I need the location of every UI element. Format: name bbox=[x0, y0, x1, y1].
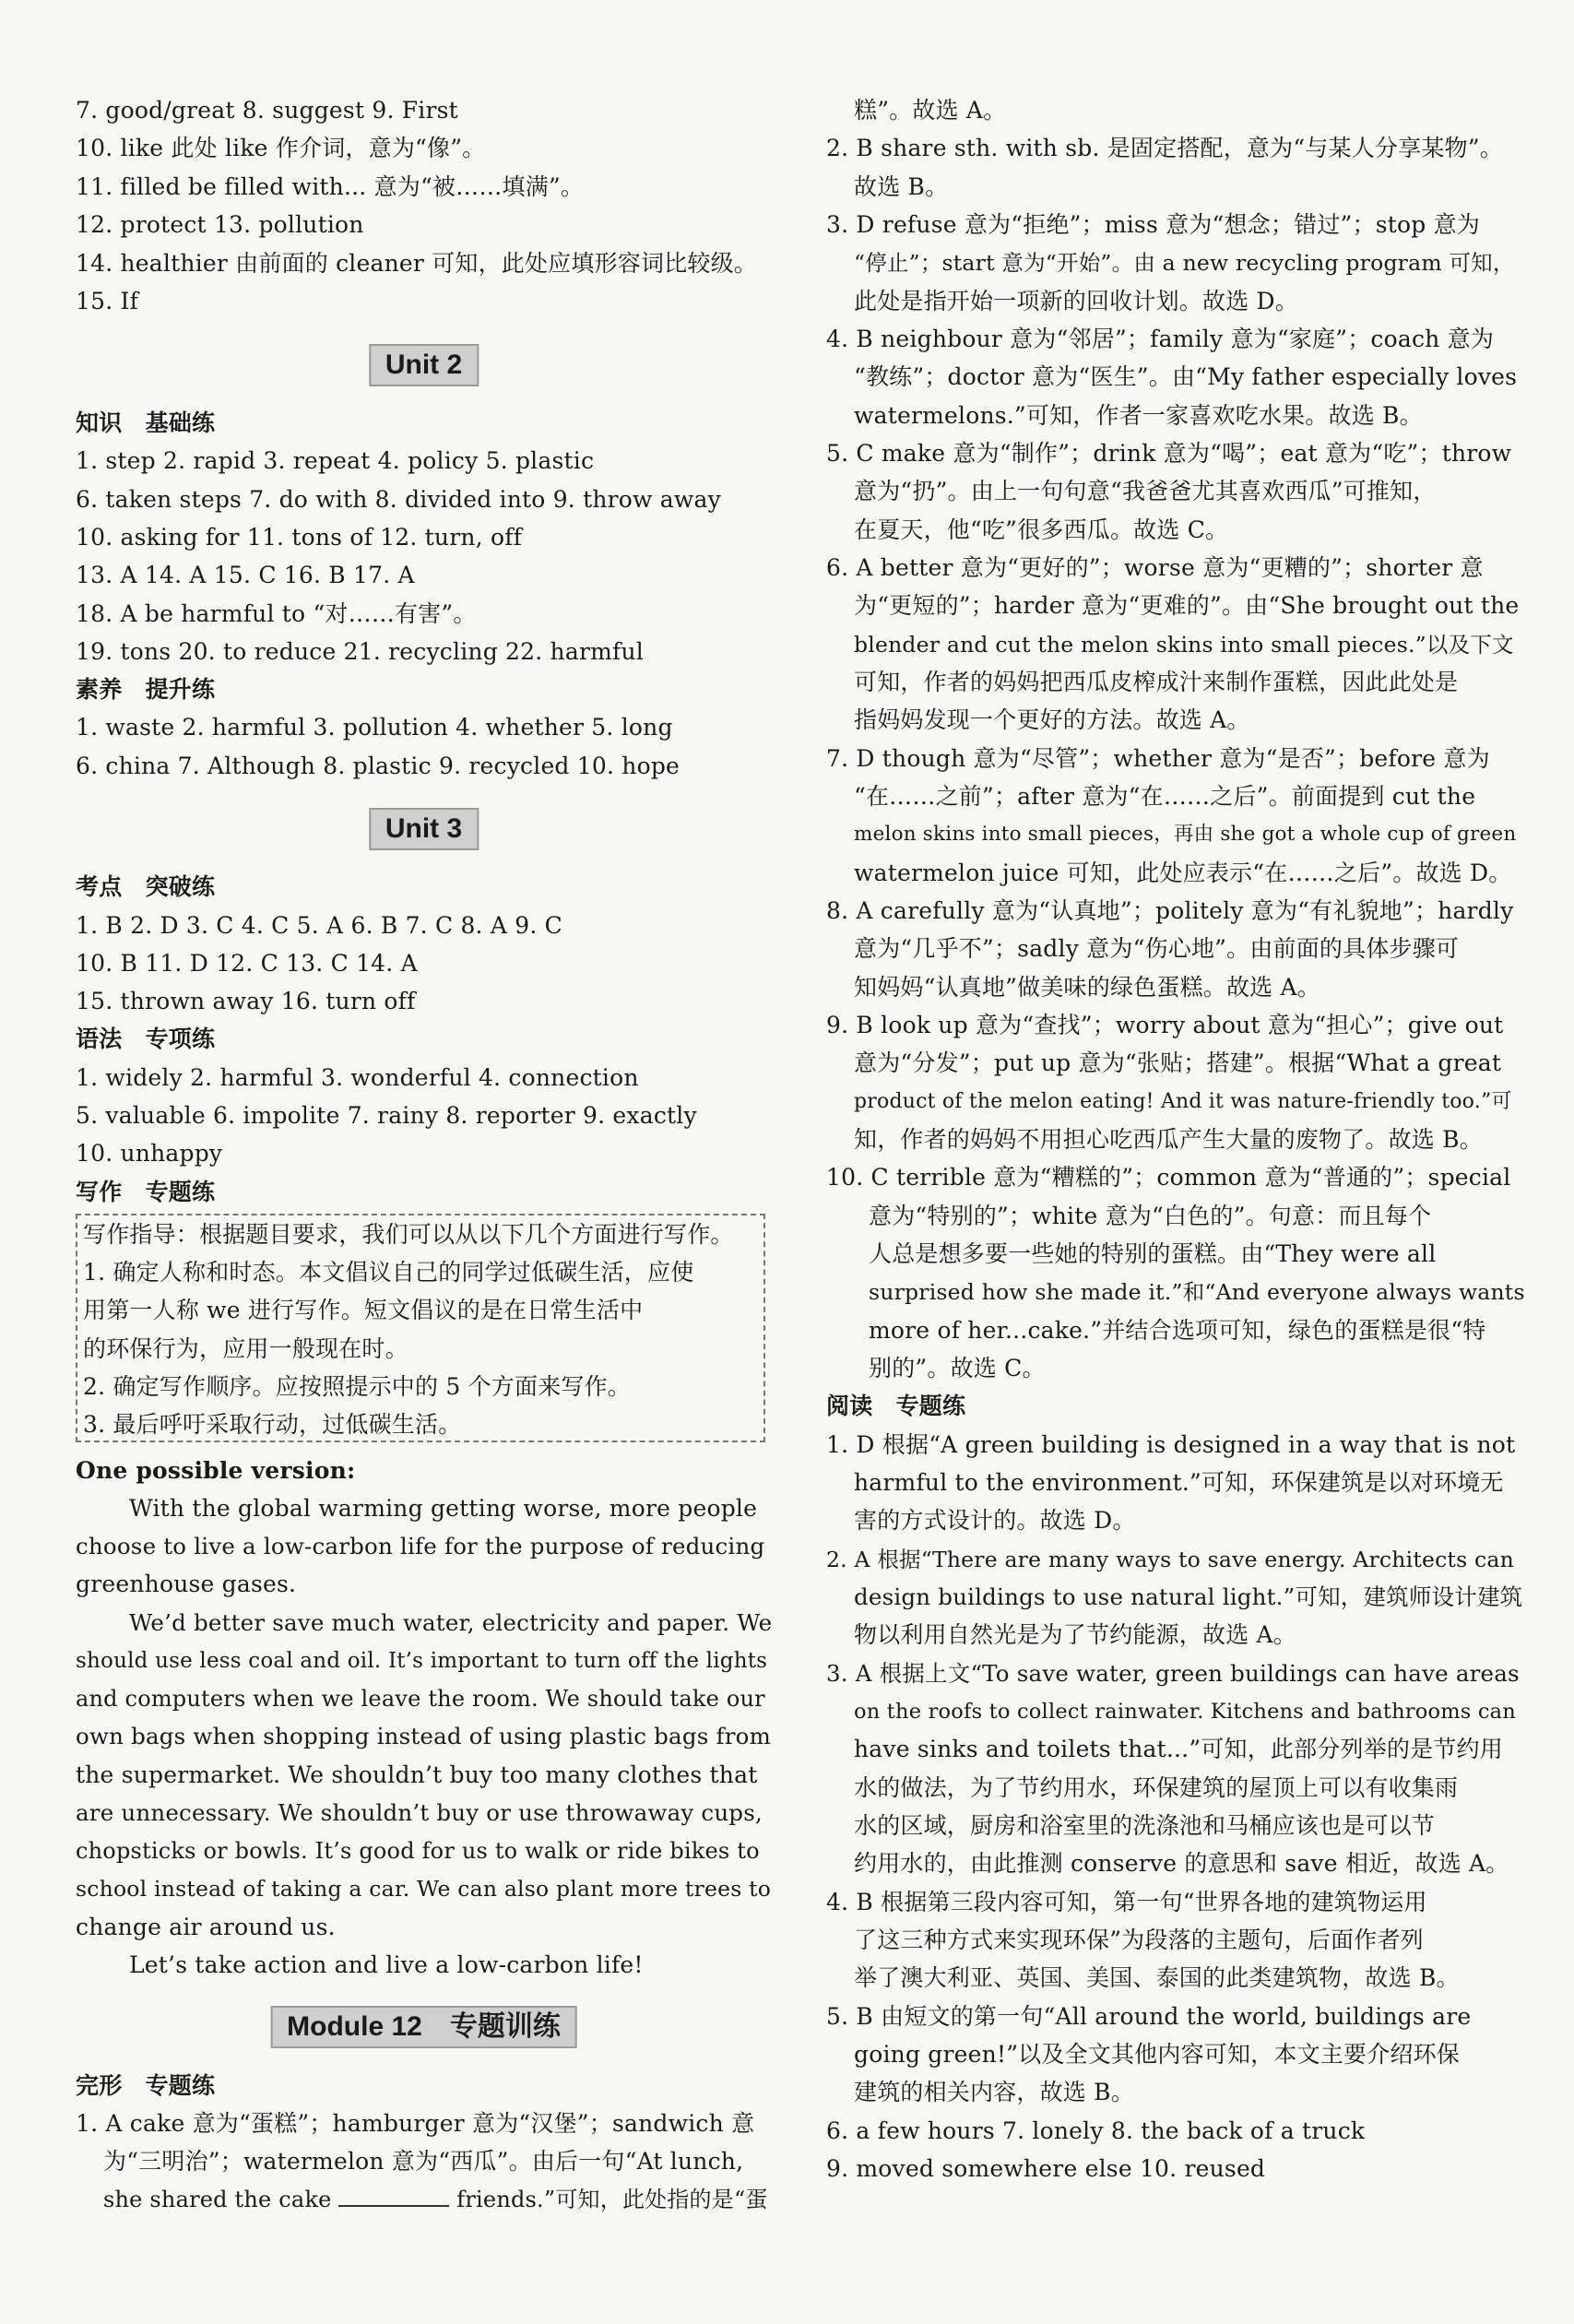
answer-line: more of her...cake.”并结合选项可知，绿色的蛋糕是很“特 bbox=[869, 1317, 1486, 1344]
answer-line: 10. unhappy bbox=[76, 1140, 223, 1167]
answer-line: watermelon juice 可知，此处应表示“在……之后”。故选 D。 bbox=[854, 860, 1512, 886]
essay-line: Let’s take action and live a low-carbon life! bbox=[129, 1951, 644, 1978]
answer-line: “停止”；start 意为“开始”。由 a new recycling program 可知， bbox=[854, 250, 1515, 276]
section-heading: 完形 专题练 bbox=[76, 2072, 216, 2099]
answer-line: 2. B share sth. with sb. 是固定搭配，意为“与某人分享某物”。 bbox=[826, 135, 1503, 161]
answer-line: going green!”以及全文其他内容可知，本文主要介绍环保 bbox=[854, 2041, 1460, 2068]
answer-line: 害的方式设计的。故选 D。 bbox=[854, 1507, 1136, 1534]
answer-line: 约用水的，由此推测 conserve 的意思和 save 相近，故选 A。 bbox=[854, 1850, 1509, 1877]
answer-line: 7. D though 意为“尽管”；whether 意为“是否”；before 意为 bbox=[826, 745, 1490, 772]
answer-line: 4. B 根据第三段内容可知，第一句“世界各地的建筑物运用 bbox=[826, 1889, 1427, 1915]
answer-line: 9. B look up 意为“查找”；worry about 意为“担心”；give out bbox=[826, 1012, 1504, 1038]
essay-line: greenhouse gases. bbox=[76, 1571, 297, 1597]
answer-line: 故选 B。 bbox=[854, 173, 949, 200]
answer-line: 5. C make 意为“制作”；drink 意为“喝”；eat 意为“吃”；throw bbox=[826, 440, 1512, 467]
answer-line: 10. asking for 11. tons of 12. turn, off bbox=[76, 524, 523, 551]
guide-line: 的环保行为，应用一般现在时。 bbox=[83, 1335, 408, 1362]
answer-line: 14. healthier 由前面的 cleaner 可知，此处应填形容词比较级。 bbox=[76, 250, 757, 277]
answer-line: 10. like 此处 like 作介词，意为“像”。 bbox=[76, 135, 486, 161]
essay-line: We’d better save much water, electricity and paper. We bbox=[129, 1609, 773, 1636]
guide-line: 写作指导：根据题目要求，我们可以从以下几个方面进行写作。 bbox=[83, 1221, 734, 1248]
answer-line: 12. protect 13. pollution bbox=[76, 211, 364, 238]
answer-line: “在……之前”；after 意为“在……之后”。前面提到 cut the bbox=[854, 783, 1476, 810]
essay-line: the supermarket. We shouldn’t buy too many clothes that bbox=[76, 1761, 758, 1788]
guide-line: 3. 最后呼吁采取行动，过低碳生活。 bbox=[83, 1411, 462, 1438]
essay-line: chopsticks or bowls. It’s good for us to walk or ride bikes to bbox=[76, 1838, 760, 1864]
essay-line: and computers when we leave the room. We should take our bbox=[76, 1686, 765, 1712]
answer-line: 13. A 14. A 15. C 16. B 17. A bbox=[76, 562, 415, 588]
answer-line: 建筑的相关内容，故选 B。 bbox=[854, 2079, 1134, 2105]
answer-line: 为“三明治”；watermelon 意为“西瓜”。由后一句“At lunch, bbox=[103, 2148, 744, 2175]
module12-heading: Module 12 专题训练 bbox=[270, 2006, 577, 2048]
answer-line: have sinks and toilets that...”可知，此部分列举的是节约用 bbox=[854, 1736, 1503, 1762]
answer-line: 了这三种方式来实现环保”为段落的主题句，后面作者列 bbox=[854, 1927, 1424, 1953]
answer-line: 6. A better 意为“更好的”；worse 意为“更糟的”；shorter 意 bbox=[826, 554, 1484, 581]
essay-line: With the global warming getting worse, more people bbox=[129, 1495, 758, 1522]
answer-line: 7. good/great 8. suggest 9. First bbox=[76, 97, 458, 124]
answer-line: 19. tons 20. to reduce 21. recycling 22. harmful bbox=[76, 638, 644, 665]
answer-line: 水的做法，为了节约用水，环保建筑的屋顶上可以有收集雨 bbox=[854, 1774, 1459, 1801]
answer-line: 1. waste 2. harmful 3. pollution 4. whether 5. long bbox=[76, 714, 673, 741]
answer-line: product of the melon eating! And it was nature-friendly too.”可 bbox=[854, 1090, 1512, 1113]
answer-line: 2. A 根据“There are many ways to save energy. Architects can bbox=[826, 1547, 1514, 1572]
answer-line: 9. moved somewhere else 10. reused bbox=[826, 2155, 1266, 2182]
answer-line: surprised how she made it.”和“And everyone always wants bbox=[869, 1279, 1525, 1305]
answer-line: 可知，作者的妈妈把西瓜皮榨成汁来制作蛋糕，因此此处是 bbox=[854, 669, 1459, 695]
essay-line: change air around us. bbox=[76, 1914, 336, 1940]
answer-line: design buildings to use natural light.”可知，建筑师设计建筑 bbox=[854, 1583, 1523, 1610]
guide-line: 2. 确定写作顺序。应按照提示中的 5 个方面来写作。 bbox=[83, 1373, 632, 1400]
answer-line: 糕”。故选 A。 bbox=[854, 97, 1007, 124]
answer-text: she shared the cake bbox=[103, 2187, 332, 2212]
answer-text: friends.”可知，此处指的是“蛋 bbox=[456, 2187, 768, 2212]
answer-line: 5. B 由短文的第一句“All around the world, buildings are bbox=[826, 2003, 1472, 2030]
answer-line: 1. widely 2. harmful 3. wonderful 4. connection bbox=[76, 1064, 639, 1091]
answer-line: 15. thrown away 16. turn off bbox=[76, 988, 416, 1014]
answer-line: 10. C terrible 意为“糟糕的”；common 意为“普通的”；special bbox=[826, 1164, 1511, 1191]
answer-line: 意为“特别的”；white 意为“白色的”。句意：而且每个 bbox=[869, 1203, 1432, 1229]
answer-line: 水的区域，厨房和浴室里的洗涤池和马桶应该也是可以节 bbox=[854, 1812, 1436, 1839]
answer-line: 11. filled be filled with... 意为“被……填满”。 bbox=[76, 173, 585, 200]
unit2-heading: Unit 2 bbox=[369, 344, 479, 386]
section-heading: 知识 基础练 bbox=[76, 409, 216, 436]
answer-line: blender and cut the melon skins into small pieces.”以及下文 bbox=[854, 632, 1514, 658]
answer-line: 3. A 根据上文“To save water, green buildings can have areas bbox=[826, 1660, 1520, 1687]
section-heading: 写作 专题练 bbox=[76, 1179, 216, 1205]
answer-line: 3. D refuse 意为“拒绝”；miss 意为“想念；错过”；stop 意为 bbox=[826, 211, 1480, 238]
answer-line: 指妈妈发现一个更好的方法。故选 A。 bbox=[854, 706, 1250, 733]
answer-line: 6. a few hours 7. lonely 8. the back of a truck bbox=[826, 2117, 1366, 2144]
answer-line: 1. D 根据“A green building is designed in a way that is not bbox=[826, 1431, 1516, 1458]
answer-line: 知妈妈“认真地”做美味的绿色蛋糕。故选 A。 bbox=[854, 974, 1320, 1001]
answer-line: “教练”；doctor 意为“医生”。由“My father especially loves bbox=[854, 363, 1518, 390]
answer-line: on the roofs to collect rainwater. Kitchens and bathrooms can bbox=[854, 1700, 1516, 1724]
answer-line: 1. A cake 意为“蛋糕”；hamburger 意为“汉堡”；sandwich 意 bbox=[76, 2110, 755, 2137]
answer-line: 意为“分发”；put up 意为“张贴；搭建”。根据“What a great bbox=[854, 1049, 1502, 1076]
section-heading: 语法 专项练 bbox=[76, 1026, 216, 1052]
answer-line: 知，作者的妈妈不用担心吃西瓜产生大量的废物了。故选 B。 bbox=[854, 1126, 1483, 1153]
answer-line: watermelons.”可知，作者一家喜欢吃水果。故选 B。 bbox=[854, 402, 1423, 429]
answer-line: 6. taken steps 7. do with 8. divided into 9. throw away bbox=[76, 486, 721, 513]
answer-line: 15. If bbox=[76, 288, 139, 314]
answer-line: 6. china 7. Although 8. plastic 9. recycled 10. hope bbox=[76, 753, 680, 779]
answer-line: 在夏天，他“吃”很多西瓜。故选 C。 bbox=[854, 516, 1229, 543]
answer-line: 5. valuable 6. impolite 7. rainy 8. reporter 9. exactly bbox=[76, 1102, 697, 1129]
answer-line: 8. A carefully 意为“认真地”；politely 意为“有礼貌地”；hardly bbox=[826, 897, 1514, 924]
answer-line: 10. B 11. D 12. C 13. C 14. A bbox=[76, 950, 418, 977]
answer-line: 18. A be harmful to “对……有害”。 bbox=[76, 600, 477, 627]
essay-line: are unnecessary. We shouldn’t buy or use throwaway cups, bbox=[76, 1799, 763, 1826]
section-heading: 考点 突破练 bbox=[76, 873, 216, 900]
answer-line: 此处是指开始一项新的回收计划。故选 D。 bbox=[854, 288, 1298, 314]
essay-line: should use less coal and oil. It’s important to turn off the lights bbox=[76, 1649, 768, 1673]
guide-line: 用第一人称 we 进行写作。短文倡议的是在日常生活中 bbox=[83, 1297, 644, 1323]
answer-line: 为“更短的”；harder 意为“更难的”。由“She brought out the bbox=[854, 592, 1520, 619]
answer-line: 别的”。故选 C。 bbox=[869, 1355, 1046, 1381]
answer-line: 1. B 2. D 3. C 4. C 5. A 6. B 7. C 8. A 9. C bbox=[76, 912, 562, 939]
essay-line: own bags when shopping instead of using plastic bags from bbox=[76, 1723, 772, 1749]
answer-line: melon skins into small pieces，再由 she got a whole cup of green bbox=[854, 823, 1517, 846]
answer-line: 意为“几乎不”；sadly 意为“伤心地”。由前面的具体步骤可 bbox=[854, 935, 1460, 962]
answer-line: 意为“扔”。由上一句句意“我爸爸尤其喜欢西瓜”可推知， bbox=[854, 478, 1437, 504]
unit3-heading: Unit 3 bbox=[369, 808, 479, 850]
essay-line: school instead of taking a car. We can also plant more trees to bbox=[76, 1876, 772, 1902]
section-heading: 阅读 专题练 bbox=[826, 1393, 966, 1419]
blank-line bbox=[338, 2185, 449, 2207]
answer-line bbox=[103, 2184, 768, 2215]
guide-line: 1. 确定人称和时态。本文倡议自己的同学过低碳生活，应使 bbox=[83, 1259, 694, 1286]
answer-line: 1. step 2. rapid 3. repeat 4. policy 5. plastic bbox=[76, 447, 595, 474]
answer-line: 举了澳大利亚、英国、美国、泰国的此类建筑物，故选 B。 bbox=[854, 1964, 1460, 1991]
answer-line: 物以利用自然光是为了节约能源，故选 A。 bbox=[854, 1621, 1297, 1648]
answer-line: 人总是想多要一些她的特别的蛋糕。由“They were all bbox=[869, 1240, 1437, 1267]
answer-line: harmful to the environment.”可知，环保建筑是以对环境无 bbox=[854, 1469, 1504, 1496]
answer-line: 4. B neighbour 意为“邻居”；family 意为“家庭”；coach 意为 bbox=[826, 326, 1495, 352]
essay-line: choose to live a low-carbon life for the purpose of reducing bbox=[76, 1533, 765, 1559]
section-heading: 素养 提升练 bbox=[76, 676, 216, 703]
essay-title: One possible version: bbox=[76, 1457, 356, 1484]
